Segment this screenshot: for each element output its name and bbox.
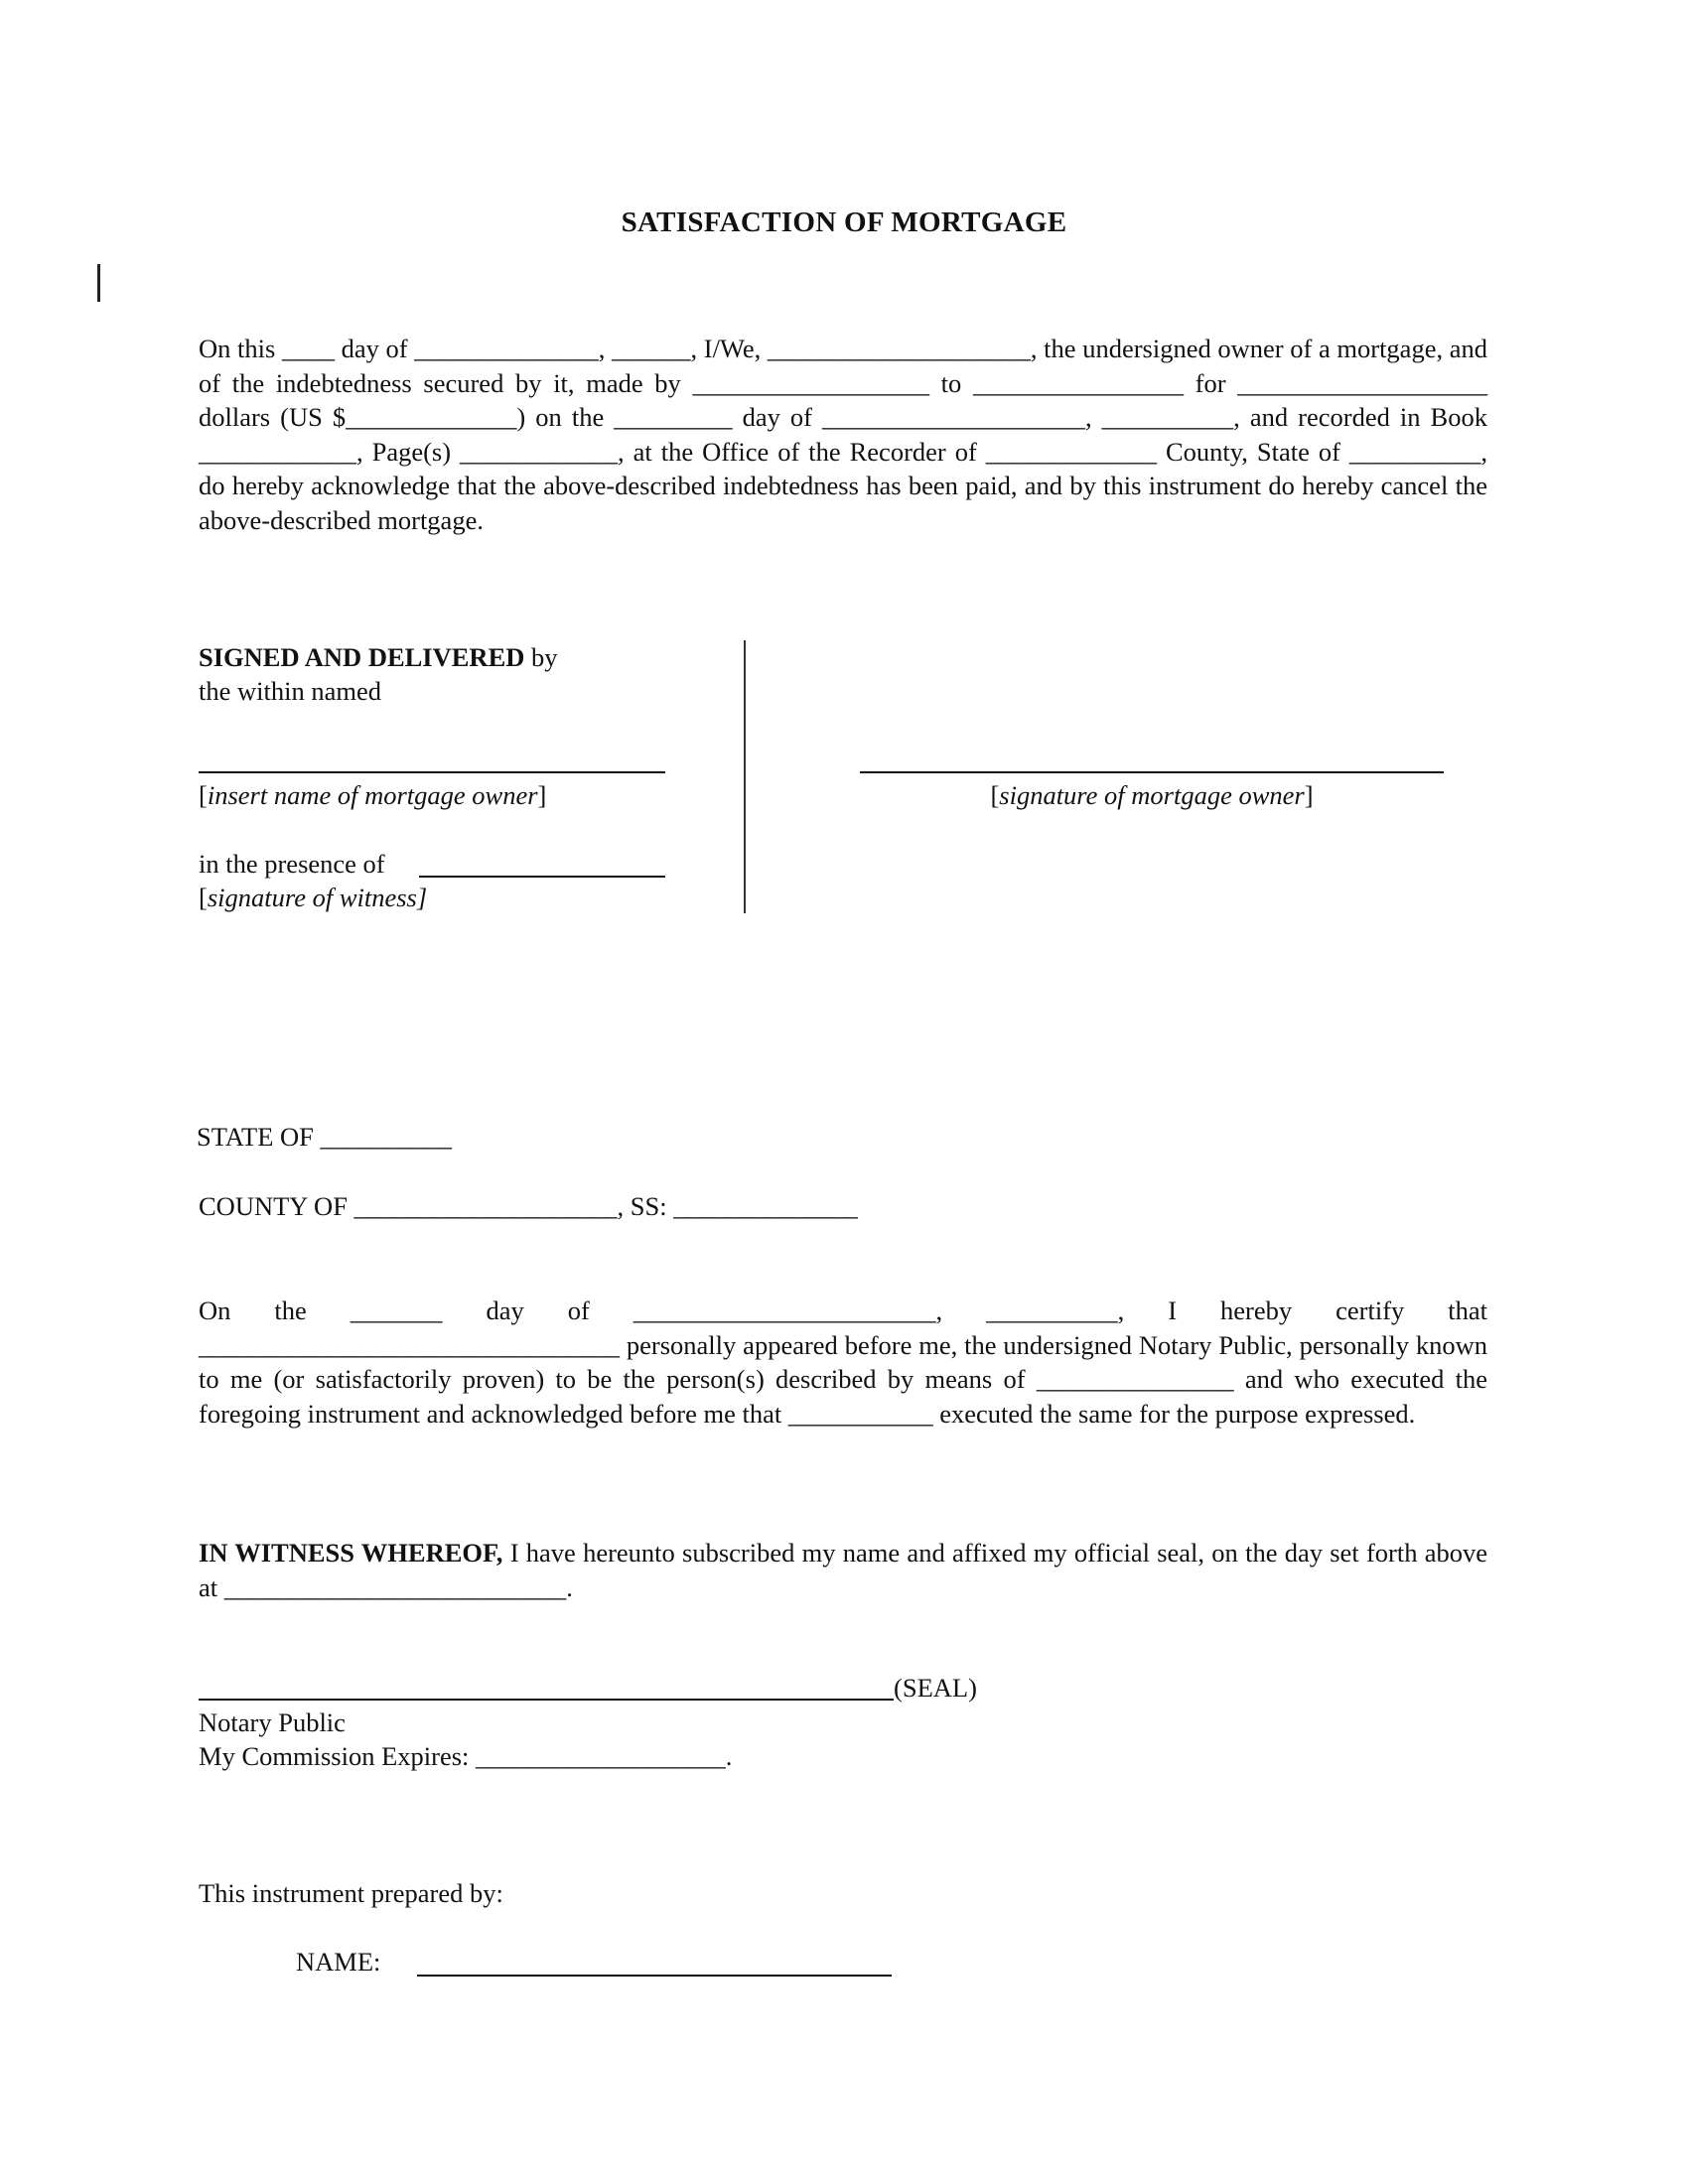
owner-name-caption-italic: insert name of mortgage owner [207,780,538,810]
witness-caption [199,881,427,914]
state-of-label: STATE OF __________ [197,1122,453,1152]
prepared-by-label: This instrument prepared by: [199,1878,503,1908]
commission-expires-label: My Commission Expires: ___________________. [199,1741,733,1771]
signed-delivered-bold: SIGNED AND DELIVERED [199,642,525,672]
document-title: SATISFACTION OF MORTGAGE [621,206,1067,238]
signed-delivered-rest: by [531,642,558,672]
owner-name-line[interactable] [199,771,665,773]
witness-signature-line[interactable] [419,876,665,878]
seal-label: (SEAL) [894,1673,977,1703]
prepared-name-line[interactable] [417,1975,892,1977]
witness-whereof-paragraph [199,1536,1487,1604]
certify-paragraph [199,1294,1487,1431]
prepared-name-label: NAME: [296,1947,381,1977]
witness-whereof-bold: IN WITNESS WHEREOF, [199,1538,503,1568]
caption-bracket-close: ] [537,780,547,810]
signature-divider [744,640,746,913]
caption-bracket-close: ] [1304,780,1314,810]
witness-caption-italic: signature of witness] [207,883,428,912]
notary-public-label: Notary Public [199,1707,346,1737]
text-cursor [97,264,100,302]
caption-bracket-open: [ [990,780,1000,810]
intro-paragraph [199,332,1487,538]
intro-paragraph-text: On this ____ day of ______________, ______, I/We, ____________________, the undersigned owner of a mortgage, and of the indebtedness secured by it, made by __________________ to ________________ for ___________________ dollars (US $_____________) on the _________ day of ____________________, __________, and recorded in Book ____________, Page(s) ____________, at the Office of the Recorder of _____________ County, State of __________, do hereby acknowledge that the above-described indebtedness has been paid, and by this instrument do hereby cancel the above-described mortgage. [199,334,1487,535]
county-of-label: COUNTY OF ____________________, SS: ______________ [199,1191,858,1221]
witness-whereof-text: I have hereunto subscribed my name and affixed my official seal, on the day set forth above at __________________________. [199,1538,1488,1602]
presence-label: in the presence of [199,849,385,879]
certify-paragraph-text: On the _______ day of _______________________, __________, I hereby certify that ________________________________ personally appeared before me, the undersigned Notary Public, personally known to me (or satisfactorily proven) to be the person(s) described by means of _______________ and who executed the foregoing instrument and acknowledged before me that ___________ executed the same for the purpose expressed. [199,1296,1487,1429]
notary-signature-line[interactable] [199,1699,894,1701]
signed-delivered-heading [199,640,558,674]
caption-bracket-open: [ [199,883,208,912]
signed-delivered-line2: the within named [199,676,381,706]
owner-signature-caption-italic: signature of mortgage owner [999,780,1305,810]
owner-name-caption [199,778,546,812]
owner-signature-line[interactable] [860,771,1444,773]
caption-bracket-open: [ [199,780,208,810]
owner-signature-caption [860,778,1444,812]
